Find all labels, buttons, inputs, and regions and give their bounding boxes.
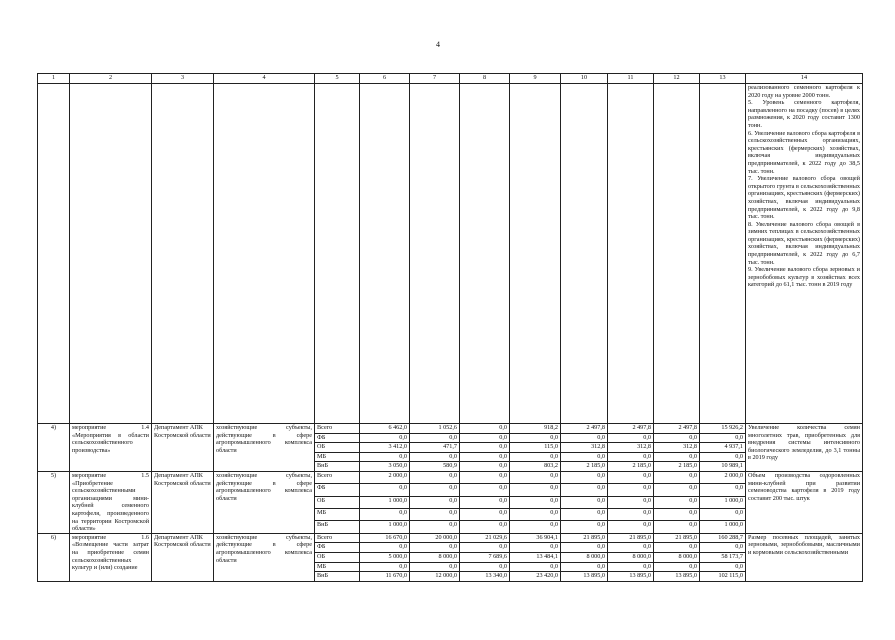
funding-value: 36 904,1 (510, 533, 561, 543)
funding-value: 2 000,0 (360, 471, 410, 483)
funding-value: 0,0 (654, 452, 700, 462)
funding-value: 11 670,0 (360, 572, 410, 582)
funding-value: 0,0 (608, 484, 654, 496)
funding-value: 0,0 (460, 562, 510, 572)
funding-value: 21 029,6 (460, 533, 510, 543)
funding-source: Всего (315, 533, 360, 543)
funding-value: 0,0 (360, 562, 410, 572)
funding-source: МБ (315, 562, 360, 572)
funding-value: 0,0 (510, 471, 561, 483)
header-cell: 12 (654, 74, 700, 84)
funding-value: 0,0 (410, 452, 460, 462)
measure-participants: хозяйствующие субъекты, действующие в сфере агропромышленного комплекса области (214, 471, 315, 533)
funding-value: 0,0 (654, 509, 700, 521)
measure-number: 5) (38, 471, 70, 533)
funding-value: 0,0 (510, 543, 561, 553)
funding-value: 0,0 (654, 562, 700, 572)
funding-value: 8 000,0 (608, 552, 654, 562)
funding-value: 0,0 (608, 509, 654, 521)
funding-value: 0,0 (510, 509, 561, 521)
funding-value: 13 895,0 (608, 572, 654, 582)
funding-value: 0,0 (510, 452, 561, 462)
continued-row (38, 84, 863, 424)
funding-value: 0,0 (561, 562, 608, 572)
funding-value: 3 050,0 (360, 462, 410, 472)
funding-value: 2 185,0 (608, 462, 654, 472)
financing-row (38, 533, 863, 543)
funding-value: 2 497,8 (561, 424, 608, 434)
funding-value: 58 173,7 (700, 552, 746, 562)
measure-result: Объем производства оздоровленных мини-клубней при развитии семеноводства картофеля в 2019 году составит 200 тыс. штук (746, 471, 863, 533)
header-cell: 6 (360, 74, 410, 84)
funding-value: 312,8 (561, 443, 608, 453)
funding-value: 0,0 (460, 521, 510, 533)
funding-value: 7 689,6 (460, 552, 510, 562)
funding-source: ФБ (315, 484, 360, 496)
funding-value: 471,7 (410, 443, 460, 453)
funding-value: 0,0 (608, 521, 654, 533)
measure-participants: хозяйствующие субъекты, действующие в сфере агропромышленного комплекса области (214, 424, 315, 472)
funding-value: 5 000,0 (360, 552, 410, 562)
measure-name: мероприятие 1.5 «Приобретение сельскохозяйственными организациями мини-клубней семенного картофеля, произведенного на территории Костромской области» (70, 471, 152, 533)
funding-value: 2 185,0 (654, 462, 700, 472)
funding-source: ОБ (315, 552, 360, 562)
header-cell: 2 (70, 74, 152, 84)
funding-value: 0,0 (561, 509, 608, 521)
funding-value: 0,0 (608, 452, 654, 462)
funding-value: 0,0 (608, 562, 654, 572)
funding-value: 0,0 (460, 452, 510, 462)
funding-value: 0,0 (510, 562, 561, 572)
funding-value: 0,0 (360, 433, 410, 443)
measure-result: Увеличение количества семян многолетних трав, приобретенных для внедрения системы интенсивного биологического земледелия, до 3,1 тонны в 2019 году (746, 424, 863, 472)
funding-value: 115,0 (510, 443, 561, 453)
measure-executor: Департамент АПК Костромской области (152, 471, 214, 533)
funding-value: 0,0 (410, 471, 460, 483)
funding-value: 580,9 (410, 462, 460, 472)
funding-value: 13 484,1 (510, 552, 561, 562)
funding-value: 6 462,0 (360, 424, 410, 434)
funding-value: 0,0 (410, 521, 460, 533)
funding-source: ВнБ (315, 462, 360, 472)
funding-value: 0,0 (608, 471, 654, 483)
funding-value: 0,0 (561, 471, 608, 483)
funding-value: 0,0 (654, 521, 700, 533)
funding-value: 0,0 (460, 543, 510, 553)
header-cell: 11 (608, 74, 654, 84)
funding-value: 0,0 (410, 543, 460, 553)
funding-value: 3 412,0 (360, 443, 410, 453)
funding-value: 0,0 (654, 433, 700, 443)
funding-value: 0,0 (654, 543, 700, 553)
funding-value: 312,8 (608, 443, 654, 453)
measure-result: Размер посевных площадей, занятых зерновыми, зернобобовыми, масличными и кормовыми сельскохозяйственными (746, 533, 863, 581)
funding-value: 0,0 (654, 496, 700, 508)
funding-value: 0,0 (608, 433, 654, 443)
funding-value: 0,0 (460, 471, 510, 483)
funding-value: 0,0 (410, 433, 460, 443)
header-cell: 1 (38, 74, 70, 84)
funding-value: 2 497,8 (608, 424, 654, 434)
funding-value: 21 895,0 (608, 533, 654, 543)
funding-value: 13 895,0 (561, 572, 608, 582)
funding-value: 0,0 (561, 543, 608, 553)
header-cell: 10 (561, 74, 608, 84)
funding-value: 8 000,0 (561, 552, 608, 562)
funding-value: 0,0 (360, 509, 410, 521)
funding-source: МБ (315, 509, 360, 521)
funding-source: ВнБ (315, 572, 360, 582)
funding-value: 0,0 (608, 543, 654, 553)
funding-value: 0,0 (460, 443, 510, 453)
measure-executor: Департамент АПК Костромской области (152, 424, 214, 472)
funding-value: 1 000,0 (360, 521, 410, 533)
measure-name: мероприятие 1.4 «Мероприятия в области сельскохозяйственного производства» (70, 424, 152, 472)
funding-value: 4 937,1 (700, 443, 746, 453)
funding-value: 0,0 (700, 452, 746, 462)
funding-value: 2 185,0 (561, 462, 608, 472)
table-body (38, 74, 863, 582)
funding-source: ОБ (315, 496, 360, 508)
funding-value: 0,0 (510, 484, 561, 496)
funding-value: 0,0 (700, 433, 746, 443)
funding-value: 21 895,0 (561, 533, 608, 543)
funding-value: 1 000,0 (700, 496, 746, 508)
funding-value: 0,0 (460, 462, 510, 472)
funding-value: 0,0 (360, 543, 410, 553)
funding-value: 0,0 (700, 562, 746, 572)
funding-value: 918,2 (510, 424, 561, 434)
page-number: 4 (436, 40, 440, 49)
funding-source: ОБ (315, 443, 360, 453)
funding-value: 0,0 (360, 484, 410, 496)
funding-value: 0,0 (654, 484, 700, 496)
funding-value: 10 989,1 (700, 462, 746, 472)
funding-value: 0,0 (700, 484, 746, 496)
funding-value: 0,0 (410, 562, 460, 572)
funding-value: 0,0 (360, 452, 410, 462)
funding-value: 12 000,0 (410, 572, 460, 582)
header-cell: 5 (315, 74, 360, 84)
funding-value: 0,0 (510, 496, 561, 508)
header-cell: 13 (700, 74, 746, 84)
funding-value: 312,8 (654, 443, 700, 453)
funding-value: 0,0 (608, 496, 654, 508)
funding-value: 0,0 (561, 521, 608, 533)
funding-source: МБ (315, 452, 360, 462)
funding-value: 0,0 (700, 509, 746, 521)
header-cell: 3 (152, 74, 214, 84)
funding-source: ВнБ (315, 521, 360, 533)
measure-name: мероприятие 1.6 «Возмещение части затрат на приобретение семян сельскохозяйственных культур и (или) создание (70, 533, 152, 581)
funding-source: ФБ (315, 433, 360, 443)
header-cell: 7 (410, 74, 460, 84)
funding-value: 0,0 (410, 484, 460, 496)
funding-value: 23 420,0 (510, 572, 561, 582)
funding-value: 0,0 (561, 484, 608, 496)
funding-value: 0,0 (654, 471, 700, 483)
funding-value: 0,0 (561, 433, 608, 443)
funding-value: 8 000,0 (410, 552, 460, 562)
header-cell: 8 (460, 74, 510, 84)
funding-value: 0,0 (561, 496, 608, 508)
funding-value: 0,0 (700, 543, 746, 553)
funding-value: 0,0 (460, 496, 510, 508)
funding-value: 0,0 (460, 484, 510, 496)
funding-value: 0,0 (410, 496, 460, 508)
funding-value: 1 052,6 (410, 424, 460, 434)
funding-value: 0,0 (460, 433, 510, 443)
funding-source: Всего (315, 424, 360, 434)
funding-value: 0,0 (460, 424, 510, 434)
funding-value: 0,0 (510, 433, 561, 443)
funding-value: 16 670,0 (360, 533, 410, 543)
funding-value: 1 000,0 (360, 496, 410, 508)
funding-value: 102 115,0 (700, 572, 746, 582)
continued-result-text: реализованного семенного картофеля к 2020 году на уровне 2000 тонн. 5. Уровень семенного картофеля, направленного на посадку (посев) в целях размножения, к 2020 году составит 1300 тонн. 6. Увеличение валового сбора картофеля в сельскохозяйственных организациях, крестьянских (фермерских) хозяйствах, включая индивидуальных предпринимателей, к 2022 году до 38,5 тыс. тонн. 7. Увеличение валового сбора овощей открытого грунта в сельскохозяйственных организациях, крестьянских (фермерских) хозяйствах, включая индивидуальных предпринимателей, к 2022 году до 9,8 тыс. тонн. 8. Увеличение валового сбора овощей в зимних теплицах в сельскохозяйственных организациях, крестьянских (фермерских) хозяйствах, включая индивидуальных предпринимателей, к 2022 году до 6,7 тыс. тонн. 9. Увеличение валового сбора зерновых и зернобобовых культур в хозяйствах всех категорий до 61,1 тыс. тонн в 2019 году (746, 84, 863, 424)
funding-source: Всего (315, 471, 360, 483)
funding-value: 2 497,8 (654, 424, 700, 434)
funding-value: 20 000,0 (410, 533, 460, 543)
funding-value: 0,0 (410, 509, 460, 521)
funding-value: 13 340,0 (460, 572, 510, 582)
funding-value: 21 895,0 (654, 533, 700, 543)
funding-value: 8 000,0 (654, 552, 700, 562)
funding-value: 1 000,0 (700, 521, 746, 533)
measure-number: 4) (38, 424, 70, 472)
measure-executor: Департамент АПК Костромской области (152, 533, 214, 581)
funding-value: 15 926,2 (700, 424, 746, 434)
funding-value: 803,2 (510, 462, 561, 472)
header-cell: 9 (510, 74, 561, 84)
measure-participants: хозяйствующие субъекты, действующие в сфере агропромышленного комплекса области (214, 533, 315, 581)
funding-value: 160 288,7 (700, 533, 746, 543)
funding-value: 13 895,0 (654, 572, 700, 582)
funding-value: 0,0 (460, 509, 510, 521)
financing-row (38, 471, 863, 483)
header-row (38, 74, 863, 84)
financing-row (38, 424, 863, 434)
header-cell: 14 (746, 74, 863, 84)
measure-number: 6) (38, 533, 70, 581)
funding-source: ФБ (315, 543, 360, 553)
funding-value: 2 000,0 (700, 471, 746, 483)
funding-value: 0,0 (561, 452, 608, 462)
header-cell: 4 (214, 74, 315, 84)
funding-value: 0,0 (510, 521, 561, 533)
program-table (37, 73, 863, 582)
